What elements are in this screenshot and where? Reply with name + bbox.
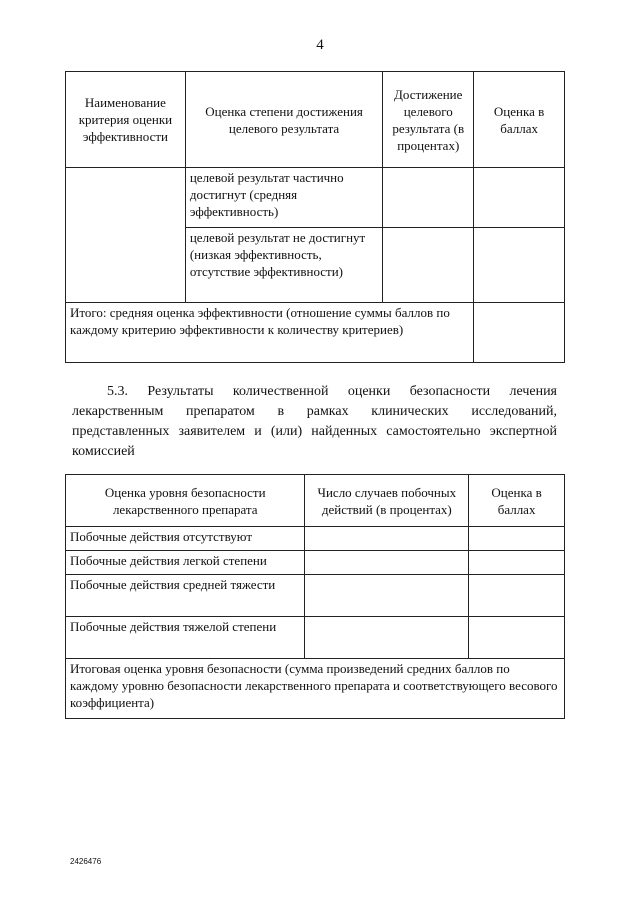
- section-paragraph: [72, 382, 557, 462]
- row-label: Побочные действия легкой степени: [66, 551, 305, 575]
- table-row: [66, 527, 565, 551]
- score-cell: [469, 575, 565, 617]
- table-row: [66, 575, 565, 617]
- header-safety-level: Оценка уровня безопасности лекарственного препарата: [66, 475, 305, 527]
- header-cases: Число случаев побочных действий (в процентах): [305, 475, 469, 527]
- header-degree: Оценка степени достижения целевого результата: [185, 72, 382, 168]
- document-code: 2426476: [70, 857, 102, 866]
- efficacy-table: [65, 71, 565, 363]
- header-score: Оценка в баллах: [469, 475, 565, 527]
- table-header-row: [66, 475, 565, 527]
- header-percent: Достижение целевого результата (в процентах): [383, 72, 474, 168]
- safety-table: [65, 474, 565, 719]
- cases-cell: [305, 617, 469, 659]
- total-label: Итоговая оценка уровня безопасности (сумма произведений средних баллов по каждому уровню безопасности лекарственного препарата и соответствующего весового коэффициента): [66, 659, 565, 719]
- percent-cell: [383, 168, 474, 228]
- total-label: Итого: средняя оценка эффективности (отношение суммы баллов по каждому критерию эффективности к количеству критериев): [66, 303, 474, 363]
- cases-cell: [305, 551, 469, 575]
- header-criterion: Наименование критерия оценки эффективности: [66, 72, 186, 168]
- page-number: 4: [316, 37, 324, 53]
- percent-cell: [383, 228, 474, 303]
- table-row: [66, 551, 565, 575]
- score-cell: [474, 168, 565, 228]
- row-label: Побочные действия средней тяжести: [66, 575, 305, 617]
- score-cell: [469, 527, 565, 551]
- score-cell: [474, 228, 565, 303]
- criterion-cell: [66, 168, 186, 303]
- total-row: [66, 303, 565, 363]
- total-row: [66, 659, 565, 719]
- cases-cell: [305, 575, 469, 617]
- table-row: [66, 168, 565, 228]
- table-row: [66, 617, 565, 659]
- total-score-cell: [474, 303, 565, 363]
- table-header-row: [66, 72, 565, 168]
- row-label: Побочные действия тяжелой степени: [66, 617, 305, 659]
- score-cell: [469, 551, 565, 575]
- row-label: целевой результат не достигнут (низкая эффективность, отсутствие эффективности): [185, 228, 382, 303]
- score-cell: [469, 617, 565, 659]
- row-label: Побочные действия отсутствуют: [66, 527, 305, 551]
- header-score: Оценка в баллах: [474, 72, 565, 168]
- section-text: 5.3. Результаты количественной оценки безопасности лечения лекарственным препаратом в рамках клинических исследований, представленных заявителем и (или) найденных самостоятельно экспертной комиссией: [72, 384, 557, 459]
- row-label: целевой результат частично достигнут (средняя эффективность): [185, 168, 382, 228]
- cases-cell: [305, 527, 469, 551]
